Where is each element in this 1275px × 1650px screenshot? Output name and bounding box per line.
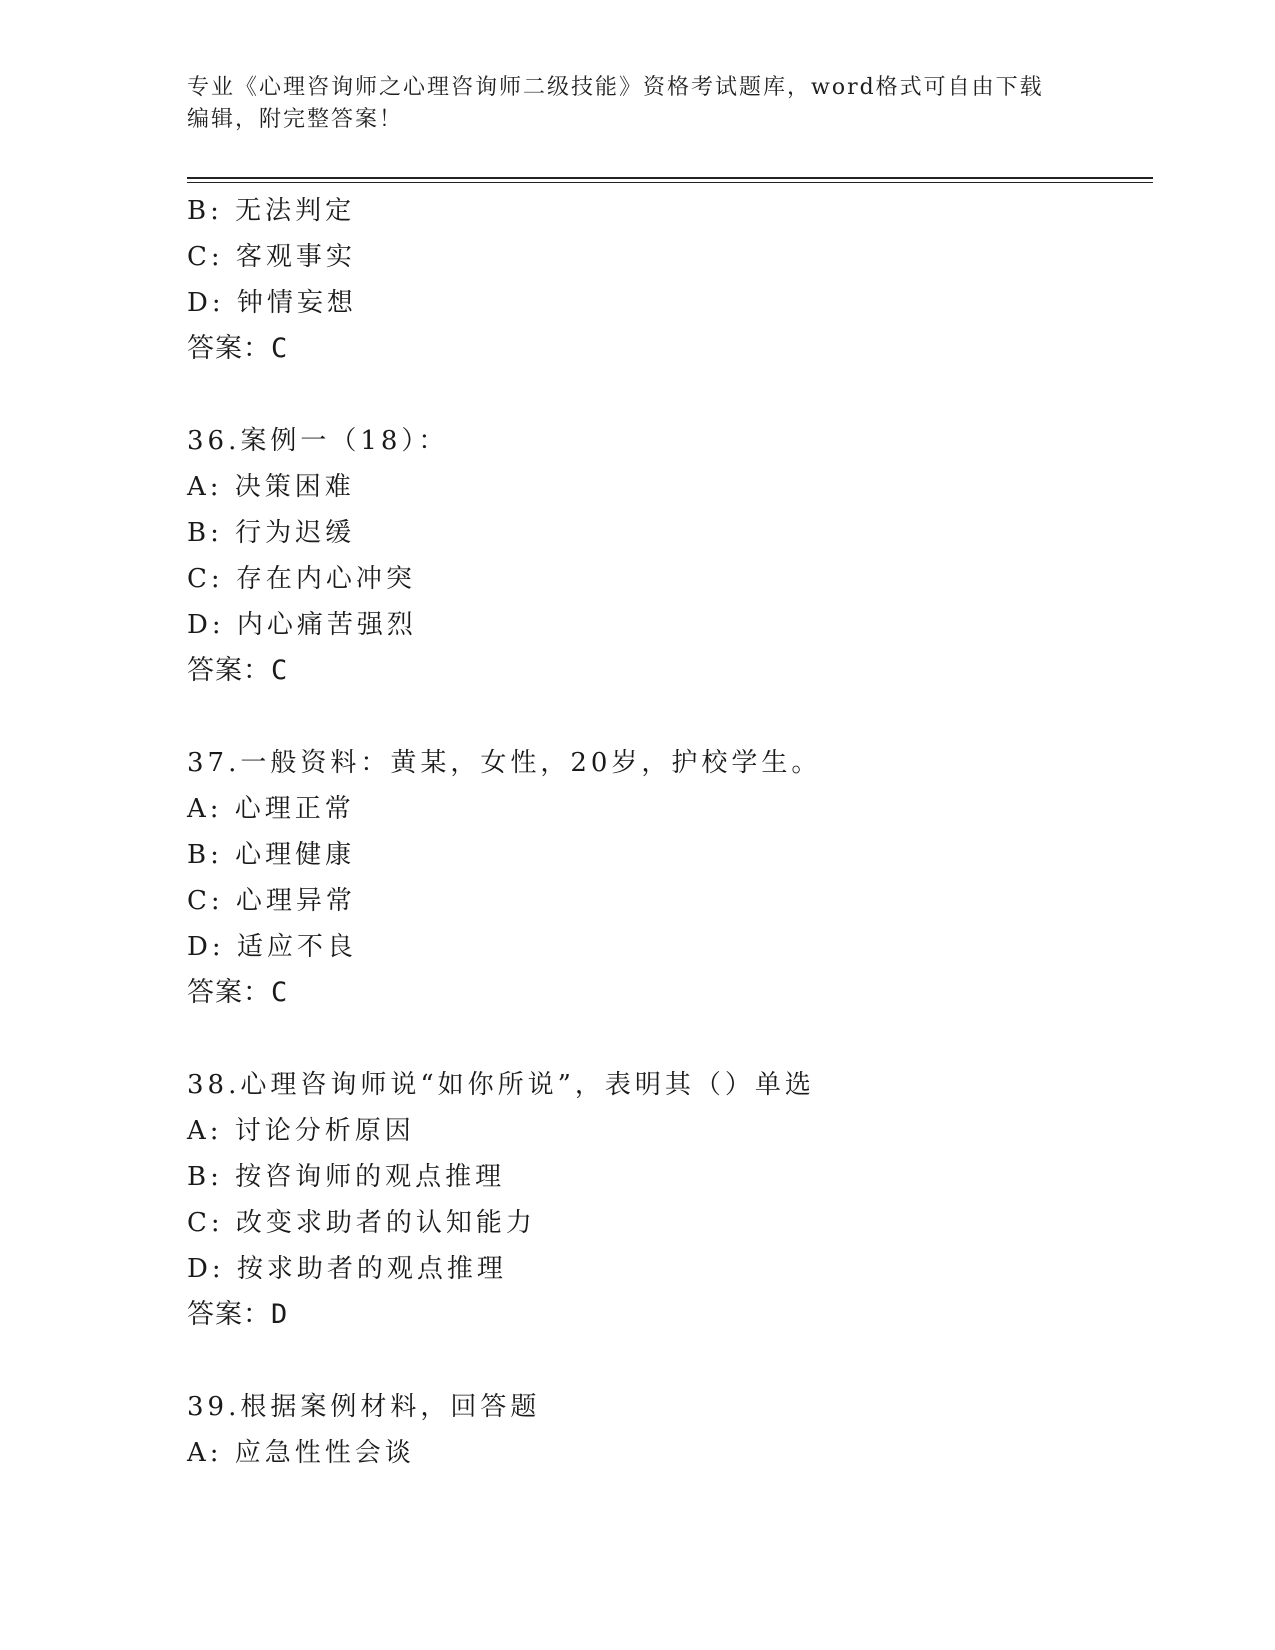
- answer-label: 答案：: [187, 655, 271, 686]
- answer-label: 答案：: [187, 333, 271, 364]
- option-b: B: 行为迟缓: [187, 518, 356, 548]
- option-b: B: 按咨询师的观点推理: [187, 1162, 506, 1192]
- question-title: 37.一般资料：黄某，女性，20岁，护校学生。: [187, 748, 822, 778]
- question-title: 39.根据案例材料，回答题: [187, 1392, 541, 1422]
- question-title: 36.案例一（18）：: [187, 426, 449, 456]
- option-a: A: 决策困难: [187, 472, 355, 502]
- option-b: B: 心理健康: [187, 840, 356, 870]
- option-c: C: 心理异常: [187, 886, 356, 916]
- option-b: B: 无法判定: [187, 196, 356, 226]
- answer-value: C: [271, 977, 289, 1008]
- answer-line: [187, 648, 1147, 694]
- header-divider-thin: [187, 182, 1153, 183]
- spacer: [187, 1016, 1147, 1062]
- question-block: [187, 1062, 1147, 1338]
- question-block: [187, 1384, 1147, 1476]
- question-block: [187, 418, 1147, 694]
- answer-label: 答案：: [187, 1299, 271, 1330]
- spacer: [187, 372, 1147, 418]
- header-line-1: 专业《心理咨询师之心理咨询师二级技能》资格考试题库，word格式可自由下载: [187, 75, 1044, 100]
- option-d: D: 适应不良: [187, 932, 357, 962]
- question-list: [187, 188, 1147, 1476]
- question-block-continued: [187, 188, 1147, 372]
- option-c: C: 存在内心冲突: [187, 564, 416, 594]
- answer-line: [187, 326, 1147, 372]
- question-block: [187, 740, 1147, 1016]
- answer-line: [187, 1292, 1147, 1338]
- header-line-2: 编辑，附完整答案！: [187, 107, 404, 132]
- option-d: D: 内心痛苦强烈: [187, 610, 417, 640]
- header-divider-thick: [187, 177, 1153, 179]
- spacer: [187, 1338, 1147, 1384]
- option-a: A: 心理正常: [187, 794, 355, 824]
- option-c: C: 客观事实: [187, 242, 356, 272]
- question-title: 38.心理咨询师说“如你所说”，表明其（）单选: [187, 1070, 815, 1100]
- option-a: A: 应急性性会谈: [187, 1438, 415, 1468]
- answer-line: [187, 970, 1147, 1016]
- option-d: D: 按求助者的观点推理: [187, 1254, 507, 1284]
- option-c: C: 改变求助者的认知能力: [187, 1208, 536, 1238]
- answer-value: D: [271, 1299, 289, 1330]
- option-d: D: 钟情妄想: [187, 288, 357, 318]
- spacer: [187, 694, 1147, 740]
- answer-label: 答案：: [187, 977, 271, 1008]
- option-a: A: 讨论分析原因: [187, 1116, 415, 1146]
- answer-value: C: [271, 333, 289, 364]
- document-header: [187, 72, 1067, 136]
- answer-value: C: [271, 655, 289, 686]
